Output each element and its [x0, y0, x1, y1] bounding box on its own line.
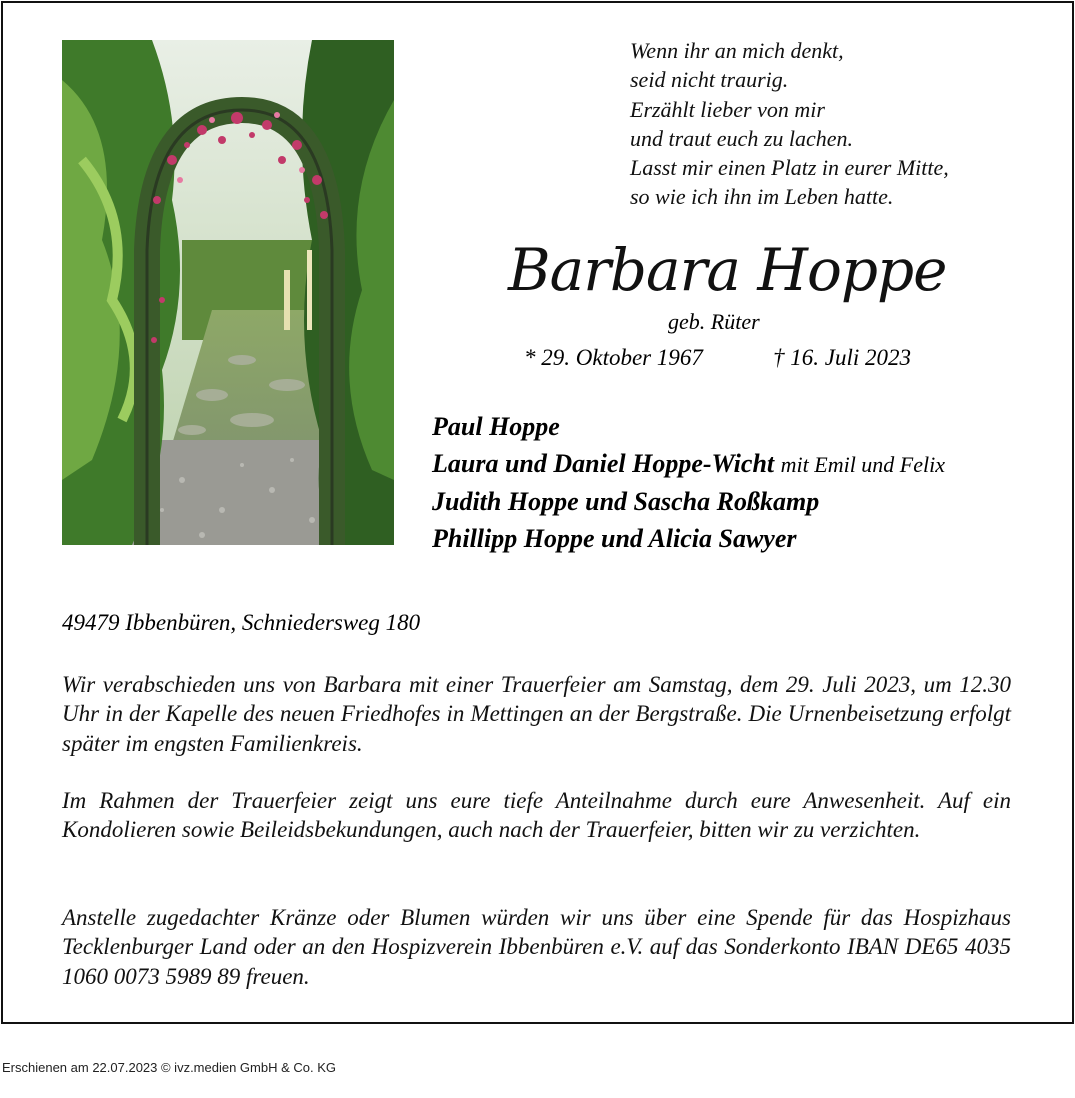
- address: 49479 Ibbenbüren, Schniedersweg 180: [62, 610, 421, 635]
- poem-line: Erzählt lieber von mir: [630, 96, 825, 122]
- condolence-paragraph: Im Rahmen der Trauerfeier zeigt uns eure tiefe Anteilnahme durch eure Anwesenheit. Auf ein Kondolieren sowie Beileidsbekundungen, auch nach der Trauerfeier, bitten wir zu verzichten.: [62, 788, 1011, 843]
- death-date: † 16. Juli 2023: [773, 345, 911, 370]
- poem: [630, 36, 949, 212]
- family-member-name: Paul Hoppe: [432, 412, 560, 441]
- family-member-name: Judith Hoppe und Sascha Roßkamp: [432, 487, 820, 516]
- garden-photo: [62, 40, 394, 545]
- birth-name: geb. Rüter: [668, 309, 760, 334]
- deceased-name: Barbara Hoppe: [508, 236, 947, 304]
- family-member-name: Laura und Daniel Hoppe-Wicht: [432, 449, 775, 478]
- family-member: [432, 445, 945, 483]
- family-member-name: Phillipp Hoppe und Alicia Sawyer: [432, 524, 797, 553]
- birth-date: * 29. Oktober 1967: [524, 345, 703, 370]
- rose-arch-image: [62, 40, 394, 545]
- poem-line: so wie ich ihn im Leben hatte.: [630, 184, 894, 210]
- poem-line: Wenn ihr an mich denkt,: [630, 38, 844, 63]
- family-member: [432, 408, 945, 445]
- donation-paragraph: Anstelle zugedachter Kränze oder Blumen würden wir uns über eine Spende für das Hospizhaus Tecklenburger Land oder an den Hospizverein Ibbenbüren e.V. auf das Sonderkonto IBAN DE65 4035 1060 0073 5989 89 freuen.: [62, 905, 1011, 989]
- poem-line: und traut euch zu lachen.: [630, 125, 854, 151]
- ceremony-paragraph: Wir verabschieden uns von Barbara mit einer Trauerfeier am Samstag, dem 29. Juli 2023, um 12.30 Uhr in der Kapelle des neuen Friedhofes in Mettingen an der Bergstraße. Die Urnenbeisetzung erfolgt später im engsten Familienkreis.: [62, 672, 1011, 756]
- poem-line: Lasst mir einen Platz in eurer Mitte,: [630, 155, 949, 181]
- family-list: [432, 408, 945, 557]
- poem-line: seid nicht traurig.: [630, 67, 789, 93]
- family-member: [432, 483, 945, 520]
- family-member-extra: mit Emil und Felix: [780, 452, 945, 477]
- family-member: [432, 520, 945, 557]
- publication-footer: Erschienen am 22.07.2023 © ivz.medien GmbH & Co. KG: [2, 1060, 337, 1075]
